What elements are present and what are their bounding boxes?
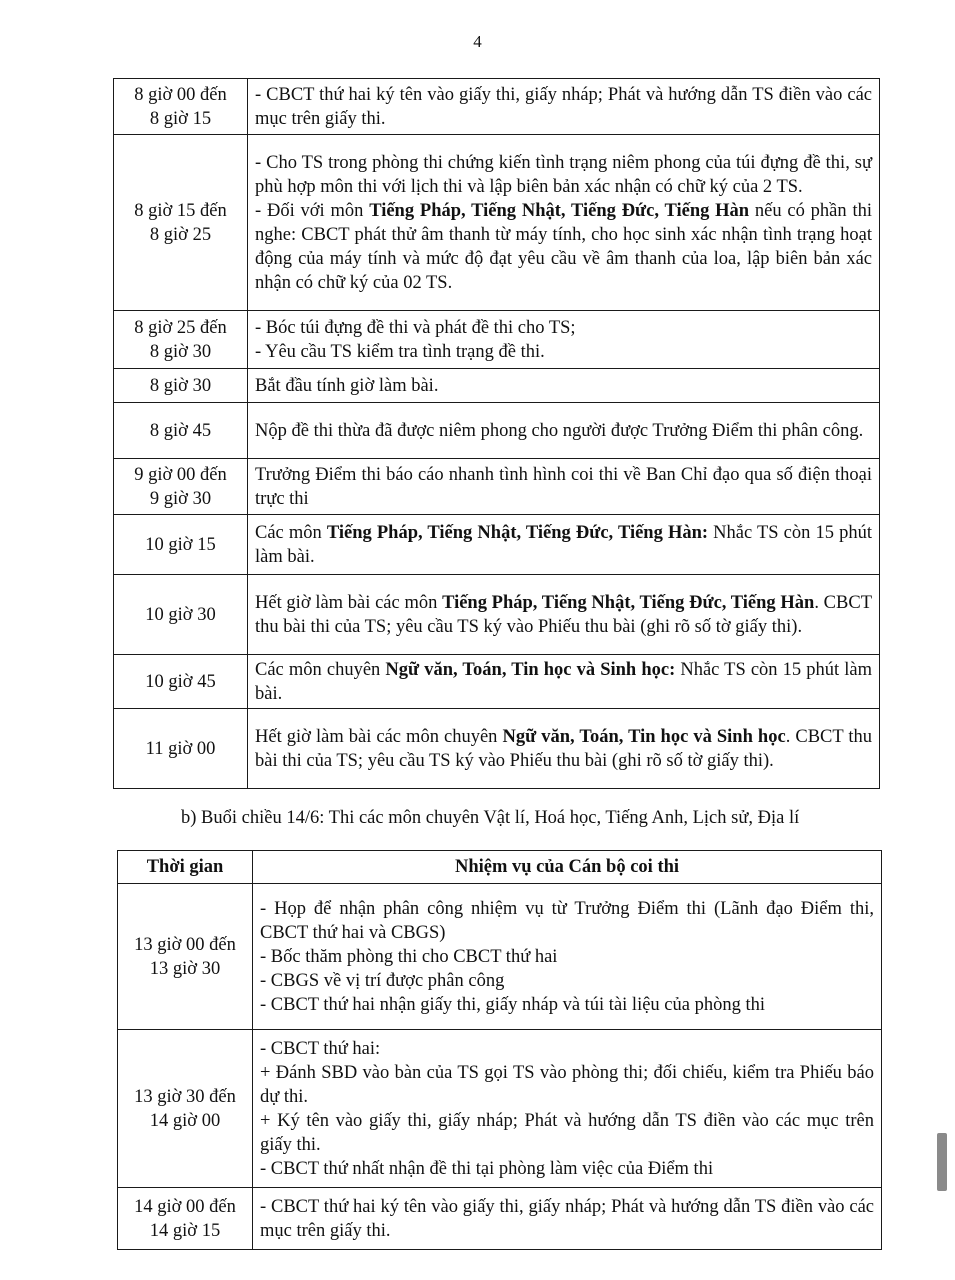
table-row [114,709,880,789]
task-text: Hết giờ làm bài các môn [255,592,443,613]
task-cell [248,575,880,655]
table-row [114,515,880,575]
table-row [114,369,880,403]
header-task: Nhiệm vụ của Cán bộ coi thi [253,851,882,884]
subject-names: Tiếng Pháp, Tiếng Nhật, Tiếng Đức, Tiếng Hàn [442,592,815,613]
time-text: 13 giờ 30 [149,958,221,979]
time-text: 9 giờ 00 đến [134,464,227,485]
task-cell [248,369,880,403]
task-cell [248,459,880,515]
task-line [255,316,872,340]
table-row [114,655,880,709]
task-text: . CBCT thu bài thi của TS; yêu cầu TS ký vào Phiếu thu bài (ghi rõ số tờ giấy thi). [255,592,872,637]
task-line [260,1157,874,1181]
subject-names: Ngữ văn, Toán, Tin học và Sinh học: [385,659,676,680]
task-text: nếu có phần thi nghe: CBCT phát thử âm thanh từ máy tính, cho học sinh xác nhận tình trạng hoạt động của máy tính và mức độ đạt yêu cầu về âm thanh của loa, lập biên bản xác nhận có chữ ký của 02 TS. [255,200,872,293]
table-row [114,459,880,515]
subject-names: Tiếng Pháp, Tiếng Nhật, Tiếng Đức, Tiếng Hàn: [326,522,709,543]
time-cell [114,135,248,311]
task-text: - CBCT thứ hai: [260,1038,381,1059]
subject-names: Ngữ văn, Toán, Tin học và Sinh học [502,726,786,747]
task-line [260,1109,874,1157]
time-cell [114,515,248,575]
time-cell [114,655,248,709]
table-row [114,311,880,369]
scrollbar-thumb[interactable] [937,1133,947,1191]
task-text: Nộp đề thi thừa đã được niêm phong cho người được Trưởng Điểm thi phân công. [255,420,864,441]
time-cell [114,459,248,515]
task-line [260,1061,874,1109]
task-cell [253,1030,882,1188]
task-line [260,969,874,993]
table-row [114,403,880,459]
task-line [255,374,872,398]
task-text: - CBCT thứ hai nhận giấy thi, giấy nháp và túi tài liệu của phòng thi [260,994,765,1015]
time-text: 8 giờ 15 đến [134,200,227,221]
task-text: - Đối với môn [255,200,370,221]
task-cell [248,79,880,135]
task-text: . CBCT thu bài thi của TS; yêu cầu TS ký vào Phiếu thu bài (ghi rõ số tờ giấy thi). [255,726,873,771]
task-line [260,945,874,969]
table-row [114,79,880,135]
task-text: + Ký tên vào giấy thi, giấy nháp; Phát và hướng dẫn TS điền vào các mục trên giấy thi. [260,1110,874,1155]
task-text: + Đánh SBD vào bàn của TS gọi TS vào phòng thi; đối chiếu, kiểm tra Phiếu báo dự thi. [260,1062,874,1107]
task-line [260,897,874,945]
task-text: Các môn chuyên [255,659,386,680]
task-line [255,340,872,364]
time-text: 8 giờ 30 [149,341,212,362]
task-line [260,1195,874,1243]
task-cell [248,655,880,709]
task-line [255,725,872,773]
task-text: - Bóc túi đựng đề thi và phát đề thi cho TS; [255,317,576,338]
time-text: 8 giờ 15 [149,108,212,129]
section-caption: b) Buổi chiều 14/6: Thi các môn chuyên Vật lí, Hoá học, Tiếng Anh, Lịch sử, Địa lí [181,808,800,828]
time-cell [114,311,248,369]
table-row [114,135,880,311]
task-text: Nhắc TS còn 15 phút làm bài. [255,522,873,567]
task-text: - Cho TS trong phòng thi chứng kiến tình trạng niêm phong của túi đựng đề thi, sự phù hợp môn thi với lịch thi và lập biên bản xác nhận có chữ ký của 2 TS. [255,152,872,197]
task-line [255,151,872,199]
time-text: 14 giờ 00 [149,1110,221,1131]
task-text: - CBGS về vị trí được phân công [260,970,505,991]
time-text: 14 giờ 00 đến [134,1196,236,1217]
task-cell [253,1188,882,1250]
task-line [255,83,872,131]
table-row [118,1030,882,1188]
time-cell [114,575,248,655]
task-text: - Họp để nhận phân công nhiệm vụ từ Trưởng Điểm thi (Lãnh đạo Điểm thi, CBCT thứ hai và CBGS) [260,898,874,943]
time-cell [114,79,248,135]
table-row [114,575,880,655]
time-text: 10 giờ 45 [145,671,216,692]
table-header-row [118,851,882,884]
task-text: Trưởng Điểm thi báo cáo nhanh tình hình coi thi về Ban Chỉ đạo qua số điện thoại trực thi [255,464,872,509]
time-cell [118,884,253,1030]
task-line [255,419,872,443]
time-text: 10 giờ 30 [145,604,216,625]
task-line [255,199,872,295]
task-text: Các môn [255,522,327,543]
time-text: 13 giờ 30 đến [134,1086,236,1107]
subject-names: Tiếng Pháp, Tiếng Nhật, Tiếng Đức, Tiếng Hàn [369,200,750,221]
task-line [260,1037,874,1061]
time-text: 9 giờ 30 [149,488,212,509]
task-text: Nhắc TS còn 15 phút làm bài. [255,659,872,704]
task-cell [253,884,882,1030]
table-row [118,1188,882,1250]
time-text: 8 giờ 25 đến [134,317,227,338]
task-cell [248,515,880,575]
task-line [260,993,874,1017]
task-text: Bắt đầu tính giờ làm bài. [255,375,439,396]
task-cell [248,709,880,789]
task-cell [248,135,880,311]
time-text: 10 giờ 15 [145,534,216,555]
page-number: 4 [473,32,482,51]
task-text: Hết giờ làm bài các môn chuyên [255,726,503,747]
task-text: - CBCT thứ hai ký tên vào giấy thi, giấy nháp; Phát và hướng dẫn TS điền vào các mục trên giấy thi. [260,1196,874,1241]
task-text: - Yêu cầu TS kiểm tra tình trạng đề thi. [255,341,545,362]
time-cell [118,1030,253,1188]
time-text: 14 giờ 15 [149,1220,221,1241]
time-text: 8 giờ 25 [149,224,212,245]
header-time: Thời gian [118,851,253,884]
task-text: - CBCT thứ hai ký tên vào giấy thi, giấy nháp; Phát và hướng dẫn TS điền vào các mục trên giấy thi. [255,84,872,129]
task-cell [248,311,880,369]
table-row [118,884,882,1030]
task-text: - Bốc thăm phòng thi cho CBCT thứ hai [260,946,558,967]
time-cell [114,369,248,403]
time-text: 8 giờ 45 [149,420,212,441]
time-cell [114,403,248,459]
task-line [255,658,872,706]
task-line [255,463,872,511]
task-cell [248,403,880,459]
time-text: 13 giờ 00 đến [134,934,236,955]
time-text: 11 giờ 00 [145,738,216,759]
task-line [255,591,872,639]
schedule-table-afternoon [117,850,882,1250]
schedule-table-morning [113,78,880,789]
task-text: - CBCT thứ nhất nhận đề thi tại phòng làm việc của Điểm thi [260,1158,714,1179]
time-cell [114,709,248,789]
time-cell [118,1188,253,1250]
task-line [255,521,872,569]
time-text: 8 giờ 00 đến [134,84,227,105]
time-text: 8 giờ 30 [149,375,212,396]
